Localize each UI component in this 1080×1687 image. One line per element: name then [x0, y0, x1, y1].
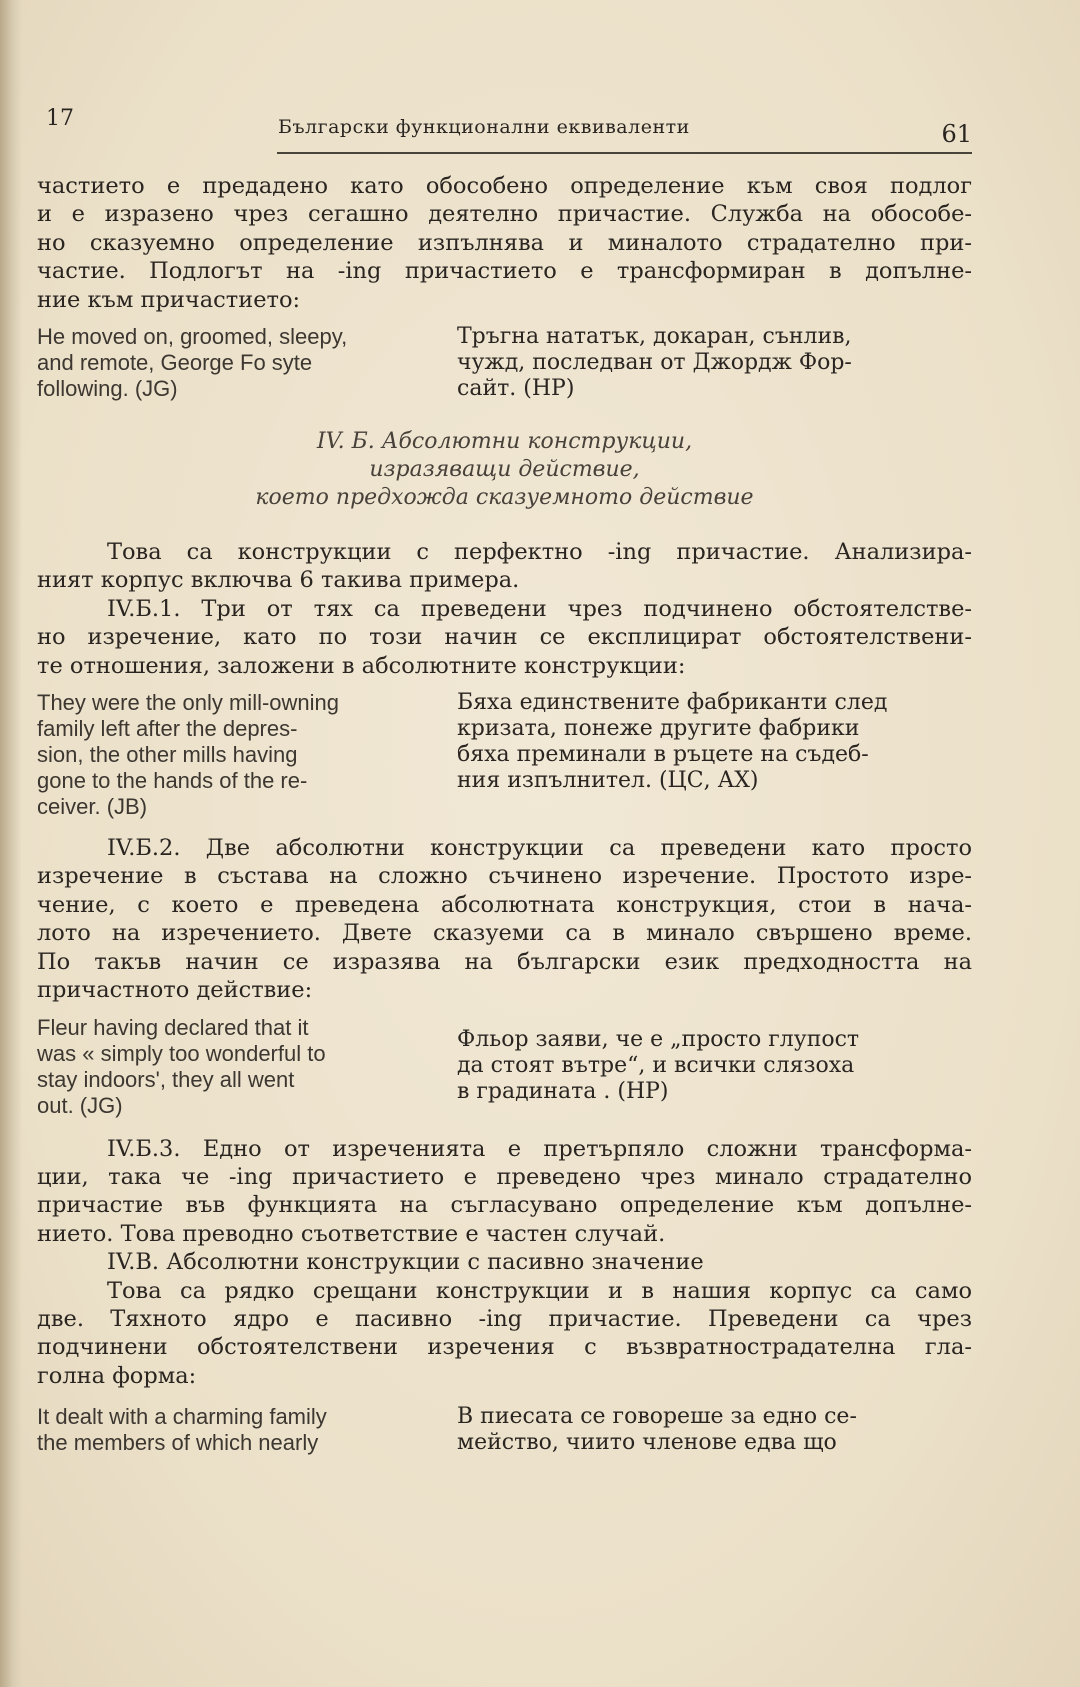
example-line: gone to the hands of the re-	[37, 768, 308, 794]
text-line: причастното действие:	[37, 977, 313, 1004]
example-bulgarian	[457, 1015, 972, 1119]
example-line: Фльор заяви, че е „просто глупост	[457, 1026, 860, 1052]
paragraph-7	[37, 1277, 972, 1391]
text-line: и е изразено чрез сегашно деятелно причастие. Служба на обособе-	[37, 201, 972, 228]
example-2	[37, 690, 972, 820]
example-3	[37, 1015, 972, 1119]
example-english	[37, 324, 457, 402]
text-line: частието е предадено като обособено определение към своя подлог	[37, 173, 972, 199]
heading-line: IV. Б. Абсолютни конструкции,	[316, 429, 693, 455]
example-line: Бяха единствените фабриканти след	[457, 690, 888, 716]
section-heading	[37, 428, 972, 512]
paragraph-4	[37, 834, 972, 1004]
paragraph-5	[37, 1135, 972, 1249]
heading-line: което предхожда сказуемното действие	[255, 485, 754, 511]
example-line: and remote, George Fo syte	[37, 350, 313, 376]
example-line: family left after the depres-	[37, 716, 298, 742]
text-line: ният корпус включва 6 такива примера.	[37, 567, 520, 594]
text-line: подчинени обстоятелствени изречения с възвратнострадателна гла-	[37, 1334, 972, 1361]
text-line: ние към причастието:	[37, 286, 301, 313]
example-english	[37, 1404, 457, 1456]
text-line: ции, така че -ing причастието е преведено чрез минало страдателно	[37, 1163, 972, 1190]
example-bulgarian	[457, 1404, 972, 1456]
text-line: По такъв начин се изразява на български език предходността на	[37, 948, 972, 975]
example-line: stay indoors', they all went	[37, 1066, 295, 1092]
text-line: но сказуемно определение изпълнява и миналото страдателно при-	[37, 229, 972, 256]
running-title: Български функционални еквиваленти	[278, 116, 690, 138]
text-line: голна форма:	[37, 1362, 197, 1389]
example-line: сайт. (НР)	[457, 376, 575, 402]
text-line: нието. Това преводно съответствие е частен случай.	[37, 1220, 666, 1247]
header-rule	[277, 152, 972, 154]
example-line: ceiver. (JB)	[37, 794, 148, 820]
example-line: out. (JG)	[37, 1092, 123, 1118]
text-line: те отношения, заложени в абсолютните конструкции:	[37, 652, 686, 679]
example-line: following. (JG)	[37, 376, 178, 402]
example-line: В пиесата се говореше за едно се-	[457, 1404, 857, 1430]
text-line: IV.В. Абсолютни конструкции с пасивно значение	[107, 1249, 704, 1276]
text-line: чение, с което е преведена абсолютната конструкция, стои в нача-	[37, 891, 972, 918]
text-line: изречение в състава на сложно съчинено изречение. Простото изре-	[37, 863, 972, 890]
example-line: It dealt with a charming family	[37, 1404, 327, 1430]
text-line: IV.Б.1. Три от тях са преведени чрез подчинено обстоятелстве-	[107, 595, 972, 622]
page-header	[42, 100, 972, 160]
example-english	[37, 690, 457, 820]
text-line: причастие във функцията на съгласувано определение към допълне-	[37, 1192, 972, 1219]
heading-line: изразяващи действие,	[369, 457, 640, 483]
example-line: Fleur having declared that it	[37, 1014, 309, 1040]
page-number: 61	[941, 120, 972, 148]
text-line: Това са конструкции с перфектно -ing причастие. Анализира-	[107, 539, 972, 566]
example-line: They were the only mill-owning	[37, 690, 340, 716]
example-line: да стоят вътре“, и всички слязоха	[457, 1052, 855, 1078]
paragraph-3	[37, 595, 972, 680]
text-line: лото на изречението. Двете сказуеми са в минало свършено време.	[37, 920, 972, 947]
example-english	[37, 1015, 457, 1119]
text-line: но изречение, като по този начин се експлицират обстоятелствени-	[37, 624, 972, 651]
subsection-heading	[37, 1248, 972, 1276]
text-line: IV.Б.2. Две абсолютни конструкции са преведени като просто	[107, 835, 972, 862]
signature-mark: 17	[46, 106, 74, 131]
paragraph-1	[37, 172, 972, 314]
body-text	[37, 172, 972, 1464]
example-line: the members of which nearly	[37, 1430, 319, 1456]
example-line: was « simply too wonderful to	[37, 1040, 326, 1066]
text-line: две. Тяхното ядро е пасивно -ing причастие. Преведени са чрез	[37, 1305, 972, 1332]
text-line: Това са рядко срещани конструкции и в нашия корпус са само	[107, 1277, 972, 1304]
book-spine-shadow	[0, 0, 22, 1687]
example-line: в градината . (НР)	[457, 1078, 669, 1104]
example-line: sion, the other mills having	[37, 742, 298, 768]
example-4	[37, 1404, 972, 1456]
text-line: частие. Подлогът на -ing причастието е трансформиран в допълне-	[37, 258, 972, 285]
example-bulgarian	[457, 324, 972, 402]
example-line: бяха преминали в ръцете на съдеб-	[457, 742, 869, 768]
paragraph-2	[37, 538, 972, 595]
text-line: IV.Б.3. Едно от изреченията е претърпяло сложни трансформа-	[107, 1135, 972, 1162]
example-line: кризата, понеже другите фабрики	[457, 716, 860, 742]
example-line: мейство, чиито членове едва що	[457, 1430, 837, 1456]
example-1	[37, 324, 972, 402]
example-bulgarian	[457, 690, 972, 820]
example-line: ния изпълнител. (ЦС, АХ)	[457, 768, 759, 794]
example-line: He moved on, groomed, sleepy,	[37, 324, 348, 350]
example-line: Тръгна нататък, докаран, сънлив,	[457, 324, 852, 350]
example-line: чужд, последван от Джордж Фор-	[457, 350, 852, 376]
